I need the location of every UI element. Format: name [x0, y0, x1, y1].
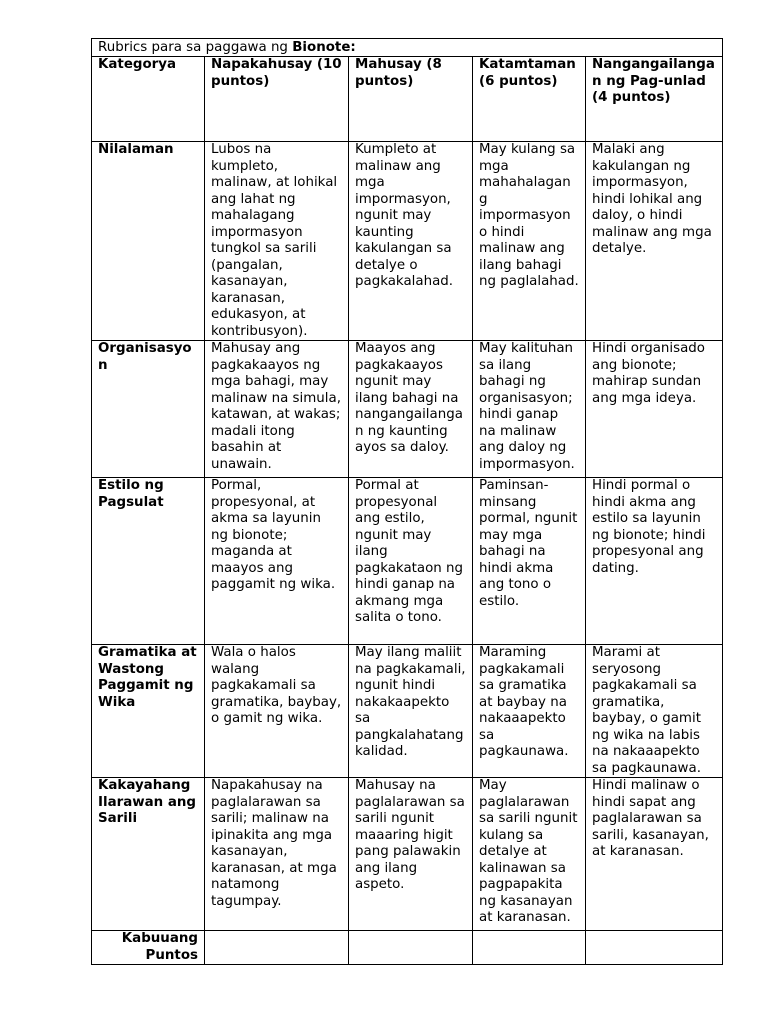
rubric-cell: Pormal, propesyonal, at akma sa layunin ng bionote; maganda at maayos ang paggamit ng wika. [205, 478, 349, 645]
header-napakahusay: Napakahusay (10 puntos) [205, 57, 349, 142]
category-cell: Estilo ng Pagsulat [92, 478, 205, 645]
rubric-cell: Mahusay na paglalarawan sa sarili ngunit maaaring higit pang palawakin ang ilang aspeto. [349, 778, 473, 931]
rubric-cell: Pormal at propesyonal ang estilo, ngunit may ilang pagkakataon ng hindi ganap na akmang mga salita o tono. [349, 478, 473, 645]
header-mahusay: Mahusay (8 puntos) [349, 57, 473, 142]
table-row [92, 645, 723, 778]
rubric-cell: Maraming pagkakamali sa gramatika at baybay na nakaaapekto sa pagkaunawa. [473, 645, 586, 778]
rubric-cell: Lubos na kumpleto, malinaw, at lohikal ang lahat ng mahalagang impormasyon tungkol sa sarili (pangalan, kasanayan, karanasan, edukasyon, at kontribusyon). [205, 142, 349, 341]
rubric-cell: Kumpleto at malinaw ang mga impormasyon, ngunit may kaunting kakulangan sa detalye o pagkakalahad. [349, 142, 473, 341]
total-label: Kabuuang Puntos [92, 931, 205, 965]
total-value-cell [586, 931, 723, 965]
rubric-cell: May paglalarawan sa sarili ngunit kulang sa detalye at kalinawan sa pagpapakita ng kasanayan at karanasan. [473, 778, 586, 931]
rubric-cell: Malaki ang kakulangan ng impormasyon, hindi lohikal ang daloy, o hindi malinaw ang mga detalye. [586, 142, 723, 341]
rubric-cell: Paminsan-minsang pormal, ngunit may mga bahagi na hindi akma ang tono o estilo. [473, 478, 586, 645]
category-cell: Kakayahang Ilarawan ang Sarili [92, 778, 205, 931]
total-value-cell [349, 931, 473, 965]
table-row [92, 778, 723, 931]
rubric-cell: Mahusay ang pagkakaayos ng mga bahagi, may malinaw na simula, katawan, at wakas; madali itong basahin at unawain. [205, 341, 349, 478]
category-cell: Organisasyon [92, 341, 205, 478]
rubric-cell: Hindi malinaw o hindi sapat ang paglalarawan sa sarili, kasanayan, at karanasan. [586, 778, 723, 931]
title-prefix: Rubrics para sa paggawa ng [98, 40, 293, 55]
rubric-cell: Napakahusay na paglalarawan sa sarili; malinaw na ipinakita ang mga kasanayan, karanasan, at mga natamong tagumpay. [205, 778, 349, 931]
title-row [92, 39, 723, 57]
rubric-cell: Maayos ang pagkakaayos ngunit may ilang bahagi na nangangailangan ng kaunting ayos sa daloy. [349, 341, 473, 478]
table-title [92, 39, 723, 57]
header-nangangailangan: Nangangailangan ng Pag-unlad (4 puntos) [586, 57, 723, 142]
header-kategorya: Kategorya [92, 57, 205, 142]
rubric-table [91, 38, 723, 965]
category-cell: Nilalaman [92, 142, 205, 341]
total-value-cell [205, 931, 349, 965]
rubric-cell: May kalituhan sa ilang bahagi ng organisasyon; hindi ganap na malinaw ang daloy ng impormasyon. [473, 341, 586, 478]
title-bold: Bionote: [292, 40, 356, 55]
table-row [92, 478, 723, 645]
table-row [92, 142, 723, 341]
rubric-cell: May kulang sa mga mahahalagang impormasyon o hindi malinaw ang ilang bahagi ng paglalahad. [473, 142, 586, 341]
rubric-cell: Hindi pormal o hindi akma ang estilo sa layunin ng bionote; hindi propesyonal ang dating. [586, 478, 723, 645]
table-row [92, 341, 723, 478]
rubric-cell: Marami at seryosong pagkakamali sa gramatika, baybay, o gamit ng wika na labis na nakaaapekto sa pagkaunawa. [586, 645, 723, 778]
header-row [92, 57, 723, 142]
rubric-cell: Wala o halos walang pagkakamali sa gramatika, baybay, o gamit ng wika. [205, 645, 349, 778]
header-katamtaman: Katamtaman (6 puntos) [473, 57, 586, 142]
rubric-cell: Hindi organisado ang bionote; mahirap sundan ang mga ideya. [586, 341, 723, 478]
category-cell: Gramatika at Wastong Paggamit ng Wika [92, 645, 205, 778]
total-value-cell [473, 931, 586, 965]
rubric-cell: May ilang maliit na pagkakamali, ngunit hindi nakakaapekto sa pangkalahatang kalidad. [349, 645, 473, 778]
total-row [92, 931, 723, 965]
